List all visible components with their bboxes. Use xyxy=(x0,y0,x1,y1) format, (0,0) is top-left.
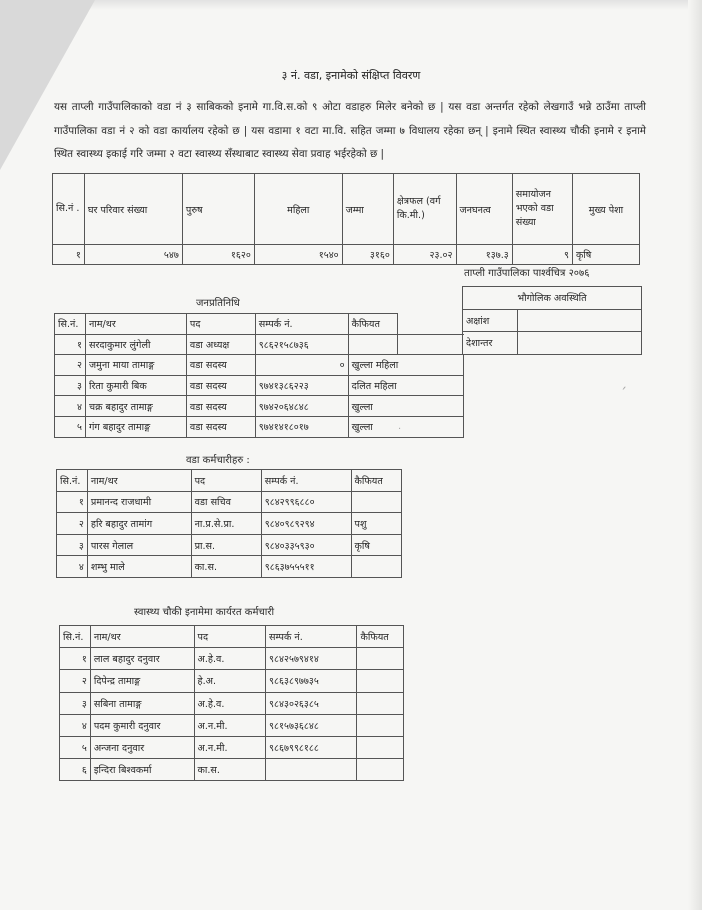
cell-post: प्रा.स. xyxy=(191,534,261,556)
cell-sn: १ xyxy=(60,648,91,670)
cell-name: रिता कुमारी बिक xyxy=(85,375,186,396)
cell-contact: ९८४२९९६८८० xyxy=(261,491,351,513)
cell-sn: ३ xyxy=(60,692,91,714)
document-title: ३ नं. वडा, इनामेको संक्षिप्त विवरण xyxy=(281,69,421,82)
cell-remarks xyxy=(357,648,404,670)
column-header-name: नाम/थर xyxy=(90,626,194,648)
column-header-area: क्षेत्रफल (वर्ग कि.मी.) xyxy=(393,174,456,245)
intro-paragraph: यस ताप्ली गाउँपालिकाको वडा नं ३ साबिकको इनामे गा.वि.स.को ९ ओटा वडाहरु मिलेर बनेको छ | यस वडा अन्तर्गत रहेको लेखगाउँ भन्ने ठाउँमा ताप्ली गाउँपालिका वडा नं २ को वडा कार्यालय रहेको छ | यस वडामा १ वटा मा.वि. सहित जम्मा ७ विधालय रहेका छन् | इनामे स्थित स्वास्थ्य चौकी इनामे र इनामे स्थित स्वास्थ्य इकाई गरि जम्मा २ वटा स्वास्थ्य सँस्थाबाट स्वास्थ्य सेवा प्रवाह भईरहेको छ | xyxy=(54,101,646,160)
cell-sn: २ xyxy=(60,670,91,692)
cell-density: १३७.३ xyxy=(456,245,512,265)
cell-name: शम्भु माले xyxy=(87,556,191,578)
cell-name: गंग बहादुर तामाङ्ग xyxy=(85,416,186,437)
column-header-post: पद xyxy=(194,626,265,648)
table-row xyxy=(463,332,642,355)
cell-latitude-value xyxy=(518,309,642,332)
cell-post: वडा सदस्य xyxy=(186,396,255,417)
column-header-male: पुरुष xyxy=(182,174,254,245)
ward-summary-table xyxy=(52,173,640,265)
cell-sn: २ xyxy=(57,513,88,535)
column-header-total: जम्मा xyxy=(342,174,393,245)
cell-female: १५४० xyxy=(254,245,342,265)
cell-name: चक्र बहादुर तामाङ्ग xyxy=(85,396,186,417)
cell-sn: ३ xyxy=(57,534,88,556)
cell-sn: ४ xyxy=(60,714,91,736)
cell-remarks xyxy=(348,334,397,355)
ward-staff-table xyxy=(56,469,402,578)
cell-sn: ५ xyxy=(60,736,91,758)
cell-remarks: पशु xyxy=(351,513,401,535)
column-header-remarks: कैफियत xyxy=(357,626,404,648)
geo-caption: भौगोलिक अवस्थिति xyxy=(463,287,642,310)
column-header-sn: सि.नं. xyxy=(57,470,88,492)
table-row xyxy=(60,736,404,758)
cell-post: का.स. xyxy=(194,759,265,781)
cell-post: अ.न.मी. xyxy=(194,736,265,758)
cell-post: अ.हे.व. xyxy=(194,692,265,714)
table-extension-cell xyxy=(397,334,463,355)
column-header-sn: सि.नं . xyxy=(53,174,85,245)
cell-remarks xyxy=(357,670,404,692)
table-extension-cell xyxy=(397,314,463,335)
cell-name: प्रमानन्द राजधामी xyxy=(87,491,191,513)
cell-contact: ९८६७९९८१८८ xyxy=(266,736,357,758)
cell-sn: ४ xyxy=(55,396,86,417)
table-row xyxy=(55,375,464,396)
table-row xyxy=(60,648,404,670)
table-row xyxy=(55,396,464,417)
cell-post: अ.न.मी. xyxy=(194,714,265,736)
table-row xyxy=(60,692,404,714)
cell-post: वडा सदस्य xyxy=(186,355,255,376)
staff-caption: वडा कर्मचारीहरु : xyxy=(186,455,250,466)
table-header-row xyxy=(463,287,642,310)
column-header-remarks: कैफियत xyxy=(348,314,397,335)
cell-post: का.स. xyxy=(191,556,261,578)
table-row xyxy=(60,714,404,736)
cell-name: पदम कुमारी दनुवार xyxy=(90,714,194,736)
table-header-row xyxy=(60,626,404,648)
cell-contact: ९८४३०२६३८५ xyxy=(266,692,357,714)
cell-post: वडा अध्यक्ष xyxy=(186,334,255,355)
column-header-name: नाम/थर xyxy=(87,470,191,492)
cell-merged-wards: ९ xyxy=(512,245,572,265)
cell-remarks xyxy=(357,736,404,758)
cell-post: हे.अ. xyxy=(194,670,265,692)
cell-households: ५४७ xyxy=(84,245,182,265)
scan-speck-mark: · xyxy=(398,424,402,435)
cell-name: जमुना माया तामाङ्ग xyxy=(85,355,186,376)
cell-contact: ९८६२१५८७३६ xyxy=(255,334,348,355)
source-note: ताप्ली गाउँपालिका पार्श्वचित्र २०७६ xyxy=(464,268,590,279)
page-right-edge xyxy=(688,0,702,910)
column-header-remarks: कैफियत xyxy=(351,470,401,492)
cell-remarks xyxy=(351,556,401,578)
cell-name: लाल बहादुर दनुवार xyxy=(90,648,194,670)
cell-longitude-value xyxy=(518,332,642,355)
cell-name: अन्जना दनुवार xyxy=(90,736,194,758)
cell-contact: ९८४०३३५९३० xyxy=(261,534,351,556)
cell-sn: ५ xyxy=(55,416,86,437)
table-row xyxy=(57,556,402,578)
cell-remarks: खुल्ला xyxy=(348,416,463,437)
column-header-sn: सि.नं. xyxy=(60,626,91,648)
cell-sn: ४ xyxy=(57,556,88,578)
table-row xyxy=(60,670,404,692)
cell-contact: ९८६३७५५५११ xyxy=(261,556,351,578)
cell-contact: ९७४१३८६२२३ xyxy=(255,375,348,396)
table-row xyxy=(57,491,402,513)
cell-male: १६२० xyxy=(182,245,254,265)
cell-contact: ९७४२०६४८४८ xyxy=(255,396,348,417)
column-header-density: जनघनत्व xyxy=(456,174,512,245)
cell-contact: ० xyxy=(255,355,348,376)
column-header-households: घर परिवार संख्या xyxy=(84,174,182,245)
table-row xyxy=(55,355,464,376)
cell-sn: २ xyxy=(55,355,86,376)
table-row xyxy=(57,513,402,535)
cell-contact: ९८४०९८९२९४ xyxy=(261,513,351,535)
health-post-staff-table xyxy=(59,625,404,781)
cell-remarks: खुल्ला xyxy=(348,396,463,417)
table-row xyxy=(55,334,464,355)
representatives-caption: जनप्रतिनिधि xyxy=(196,298,240,309)
table-header-row xyxy=(55,314,464,335)
cell-contact xyxy=(266,759,357,781)
representatives-table xyxy=(54,313,464,438)
column-header-name: नाम/थर xyxy=(85,314,186,335)
table-row xyxy=(55,416,464,437)
cell-post: वडा सदस्य xyxy=(186,416,255,437)
cell-longitude-label: देशान्तर xyxy=(463,332,518,355)
column-header-sn: सि.नं. xyxy=(55,314,86,335)
cell-remarks xyxy=(357,759,404,781)
cell-remarks: कृषि xyxy=(351,534,401,556)
cell-remarks: खुल्ला महिला xyxy=(348,355,463,376)
column-header-contact: सम्पर्क नं. xyxy=(261,470,351,492)
column-header-main-occupation: मुख्य पेशा xyxy=(572,174,639,245)
cell-sn: १ xyxy=(55,334,86,355)
column-header-female: महिला xyxy=(254,174,342,245)
cell-remarks xyxy=(351,491,401,513)
cell-contact: ९७४१४१८०१७ xyxy=(255,416,348,437)
table-header-row xyxy=(57,470,402,492)
cell-latitude-label: अक्षांश xyxy=(463,309,518,332)
cell-name: हरि बहादुर तामांग xyxy=(87,513,191,535)
cell-name: सरदाकुमार लुंगेली xyxy=(85,334,186,355)
cell-name: पारस गेलाल xyxy=(87,534,191,556)
cell-name: इन्दिरा बिश्वकर्मा xyxy=(90,759,194,781)
cell-sn: ३ xyxy=(55,375,86,396)
column-header-contact: सम्पर्क नं. xyxy=(255,314,348,335)
cell-name: दिपेन्द्र तामाङ्ग xyxy=(90,670,194,692)
cell-remarks xyxy=(357,692,404,714)
cell-remarks xyxy=(357,714,404,736)
cell-contact: ९८१५७३६८४८ xyxy=(266,714,357,736)
cell-post: वडा सचिव xyxy=(191,491,261,513)
table-row xyxy=(57,534,402,556)
cell-post: अ.हे.व. xyxy=(194,648,265,670)
cell-sn: १ xyxy=(57,491,88,513)
table-row xyxy=(53,245,640,265)
column-header-merged-wards: समायोजन भएको वडा संख्या xyxy=(512,174,572,245)
cell-contact: ९८४२५७९४१४ xyxy=(266,648,357,670)
cell-name: सबिना तामाङ्ग xyxy=(90,692,194,714)
column-header-post: पद xyxy=(186,314,255,335)
table-row xyxy=(60,759,404,781)
column-header-post: पद xyxy=(191,470,261,492)
column-header-contact: सम्पर्क नं. xyxy=(266,626,357,648)
cell-post: ना.प्र.से.प्रा. xyxy=(191,513,261,535)
cell-total: ३१६० xyxy=(342,245,393,265)
cell-sn: १ xyxy=(53,245,85,265)
cell-area: २३.०२ xyxy=(393,245,456,265)
cell-sn: ६ xyxy=(60,759,91,781)
page-top-edge xyxy=(80,0,702,10)
cell-remarks: दलित महिला xyxy=(348,375,463,396)
cell-post: वडा सदस्य xyxy=(186,375,255,396)
scan-speck-mark: ˏ xyxy=(620,374,627,390)
table-row xyxy=(463,309,642,332)
health-staff-caption: स्वास्थ्य चौकी इनामेमा कार्यरत कर्मचारी xyxy=(134,607,275,618)
cell-main-occupation: कृषि xyxy=(572,245,639,265)
cell-contact: ९८६३८९७७३५ xyxy=(266,670,357,692)
table-header-row xyxy=(53,174,640,245)
geographic-position-table xyxy=(462,286,642,355)
